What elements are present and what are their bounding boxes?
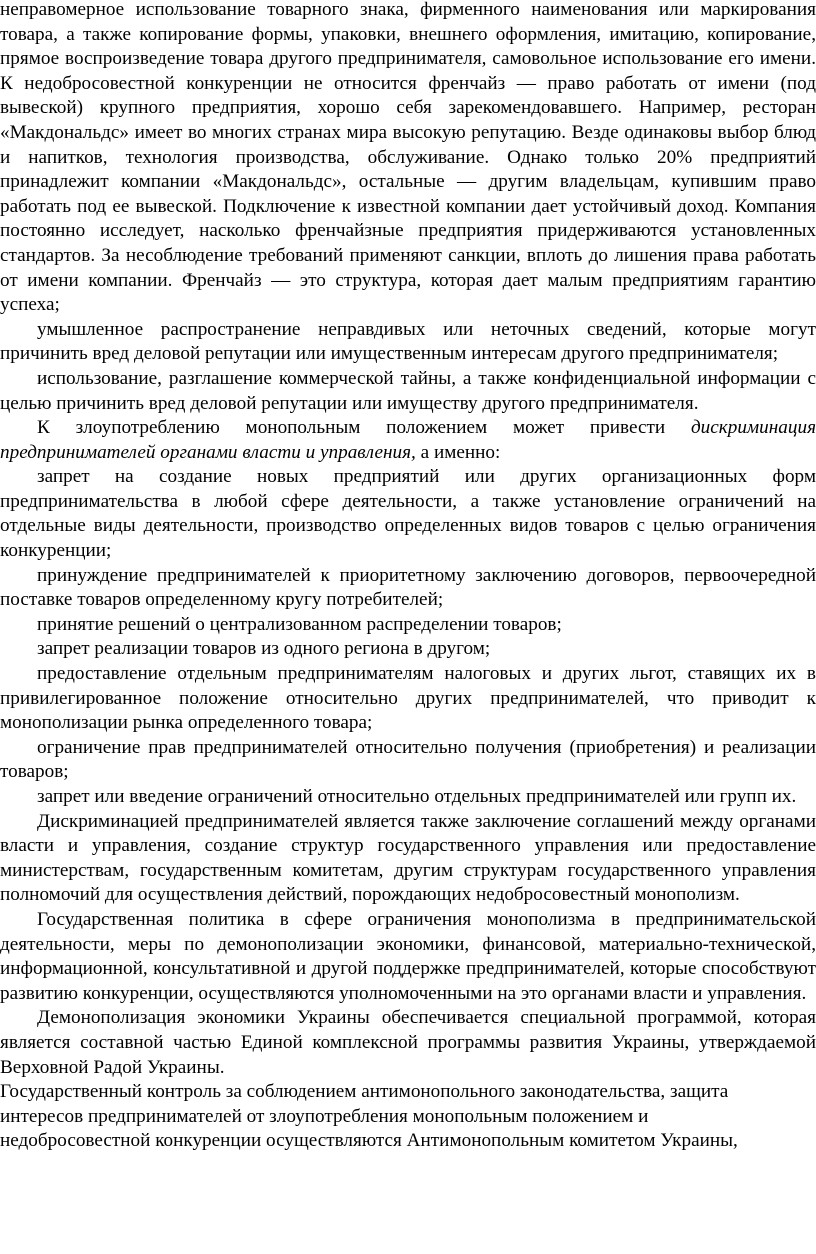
list-item-rights-restriction: ограничение прав предпринимателей относительно получения (приобретения) и реализации товаров;	[0, 736, 816, 783]
list-item-ban-new-enterprises: запрет на создание новых предприятий или других организационных форм предпринимательства в любой сфере деятельности, а также установление ограничений на отдельные виды деятельности, производство определенных видов товаров с целью ограничения конкуренции;	[0, 466, 816, 562]
paragraph-state-policy: Государственная политика в сфере ограничения монополизма в предпринимательской деятельности, меры по демонополизации экономики, финансовой, материально-технической, информационной, консультативной и другой поддержке предпринимателей, которые способствуют развитию конкуренции, осуществляются уполномоченными на это органами власти и управления.	[0, 908, 816, 1004]
paragraph-demonopolization: Демонополизация экономики Украины обеспечивается специальной программой, которая является составной частью Единой комплексной программы развития Украины, утверждаемой Верховной Радой Украины.	[0, 1007, 816, 1078]
state-control-line-2: интересов предпринимателей от злоупотребления монопольным положением и	[0, 1105, 649, 1127]
paragraph-state-control	[0, 1080, 816, 1154]
paragraph-false-information: умышленное распространение неправдивых или неточных сведений, которые могут причинить вред деловой репутации или имущественным интересам другого предпринимателя;	[0, 318, 816, 365]
paragraph-trade-secret: использование, разглашение коммерческой тайны, а также конфиденциальной информации с целью причинить вред деловой репутации или имуществу другого предпринимателя.	[0, 367, 816, 414]
list-item-forced-contracts: принуждение предпринимателей к приоритетному заключению договоров, первоочередной поставке товаров определенному кругу потребителей;	[0, 564, 816, 611]
list-item-restrictions-groups: запрет или введение ограничений относительно отдельных предпринимателей или групп их.	[37, 786, 797, 807]
list-item-tax-privileges: предоставление отдельным предпринимателям налоговых и других льгот, ставящих их в привилегированное положение относительно других предпринимателей, что приводит к монополизации рынка определенного товара;	[0, 663, 816, 734]
paragraph-discrimination-agreements: Дискриминацией предпринимателей является также заключение соглашений между органами власти и управления, создание структур государственного управления или предоставление министерствам, государственным комитетам, другим структурам государственного управления полномочий для осуществления действий, порождающих недобросовестный монополизм.	[0, 810, 816, 906]
paragraph-abuse-intro	[0, 416, 816, 465]
abuse-intro-after: а именно:	[415, 441, 501, 463]
paragraph-unfair-competition-examples: неправомерное использование товарного знака, фирменного наименования или маркирования товара, а также копирование формы, упаковки, внешнего оформления, имитацию, копирование, прямое воспроизведение товара другого предпринимателя, самовольное использование его имени. К недобросовестной конкуренции не относится френчайз — право работать от имени (под вывеской) крупного предприятия, хорошо себя зарекомендовавшего. Например, ресторан «Макдональдс» имеет во многих странах мира высокую репутацию. Везде одинаковы выбор блюд и напитков, технология производства, обслуживание. Однако только 20% предприятий принадлежит компании «Макдональдс», остальные — другим владельцам, купившим право работать под ее вывеской. Подключение к известной компании дает устойчивый доход. Компания постоянно исследует, насколько френчайзные предприятия придерживаются установленных стандартов. За несоблюдение требований применяют санкции, вплоть до лишения права работать от имени компании. Френчайз — это структура, которая дает малым предприятиям гарантию успеха;	[0, 0, 816, 316]
list-item-centralized-distribution: принятие решений о централизованном распределении товаров;	[37, 613, 562, 635]
abuse-intro-before: К злоупотреблению монопольным положением может привести	[37, 417, 691, 439]
state-control-line-3: недобросовестной конкуренции осуществляются Антимонопольным комитетом Украины,	[0, 1130, 738, 1152]
abuse-intro-emphasis: дискриминация предпринимателей органами власти и управления,	[0, 417, 816, 463]
list-item-regional-ban: запрет реализации товаров из одного региона в другом;	[37, 638, 491, 660]
state-control-line-1: Государственный контроль за соблюдением антимонопольного законодательства, защита	[0, 1081, 729, 1103]
